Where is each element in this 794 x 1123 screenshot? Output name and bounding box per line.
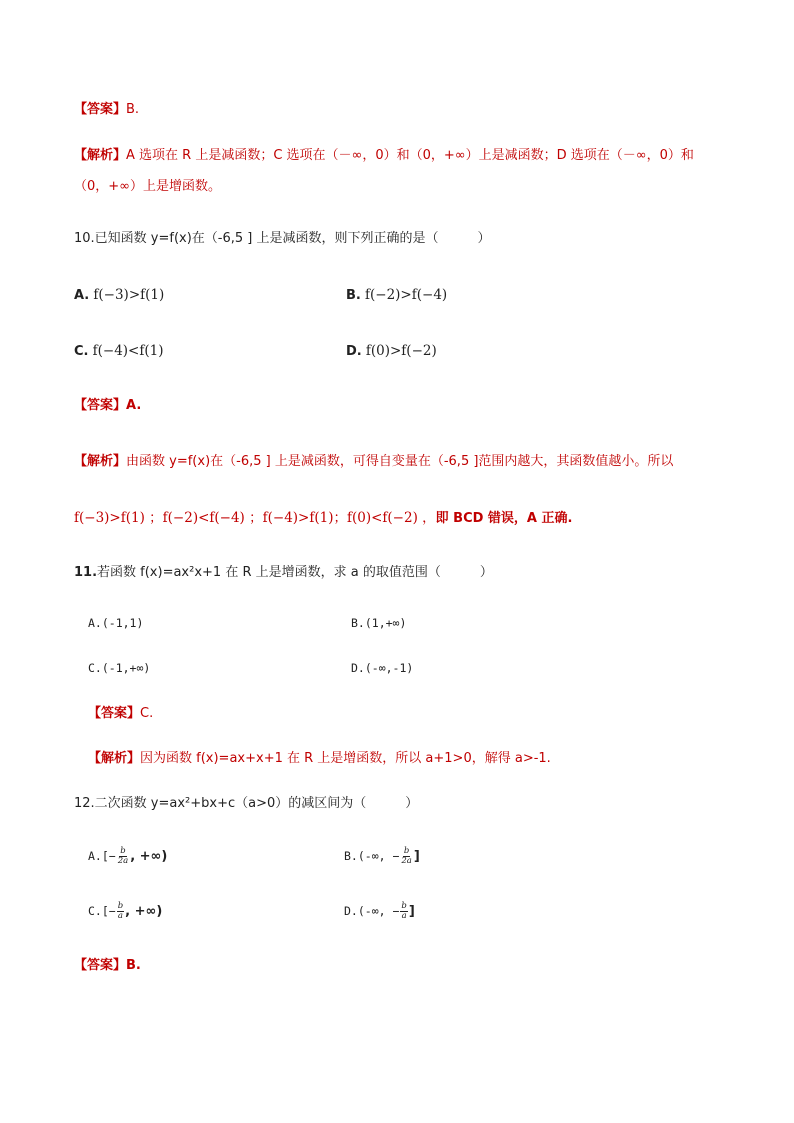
option-text: f(−3)>f(1): [93, 287, 165, 303]
option-prefix: B.(-∞, −: [344, 849, 400, 863]
q9-answer: [74, 100, 139, 120]
numerator: b: [403, 846, 410, 856]
q10-analysis-line1: [74, 452, 673, 472]
numerator: b: [401, 901, 407, 911]
answer-value: B.: [126, 958, 141, 973]
denominator: 2a: [401, 856, 412, 866]
q10-option-c: [74, 341, 164, 362]
fraction: [400, 902, 407, 921]
option-suffix: , +∞): [130, 849, 168, 864]
option-label: D.: [346, 344, 362, 359]
q9-analysis-line1: [74, 146, 694, 166]
q11-option-d: [351, 658, 413, 679]
q10-analysis-line2: [74, 508, 572, 529]
option-text: f(0)>f(−2): [365, 343, 437, 359]
option-label: B.: [346, 288, 361, 303]
analysis-label: 【解析】: [74, 148, 127, 163]
analysis-conclusion: 即 BCD 错误，A 正确.: [435, 511, 573, 526]
option-text: D.(-∞,-1): [351, 661, 414, 675]
answer-value: C.: [140, 706, 154, 721]
answer-label: 【答案】: [74, 398, 127, 413]
option-text: A.(-1,1): [88, 616, 144, 630]
answer-value: B.: [126, 102, 140, 117]
question-stem: 12.二次函数 y=ax²+bx+c（a>0）的减区间为（ ）: [74, 796, 419, 811]
fraction: [117, 847, 129, 866]
q12-stem: [74, 794, 418, 814]
option-prefix: C.[−: [88, 904, 116, 918]
q10-option-a: [74, 285, 164, 306]
q11-option-c: [88, 658, 150, 679]
q12-option-d: [344, 897, 415, 926]
analysis-math: f(−3)>f(1) ；f(−2)<f(−4) ；f(−4)>f(1)；f(0)<f(−2) ，: [74, 510, 436, 526]
analysis-label: 【解析】: [88, 751, 141, 766]
analysis-text: 由函数 y=f(x)在（-6,5 ] 上是减函数，可得自变量在（-6,5 ]范围内越大，其函数值越小。所以: [126, 454, 674, 469]
q10-option-b: [346, 285, 447, 306]
question-number: 11.: [74, 565, 98, 580]
q11-analysis: [88, 749, 551, 769]
numerator: b: [120, 846, 126, 856]
option-text: f(−4)<f(1): [92, 343, 164, 359]
q11-option-a: [88, 613, 143, 634]
option-suffix: ]: [413, 849, 420, 864]
option-text: f(−2)>f(−4): [365, 287, 448, 303]
option-prefix: D.(-∞, −: [344, 904, 400, 918]
answer-label: 【答案】: [74, 958, 127, 973]
answer-value: A.: [126, 398, 142, 413]
q11-stem: [74, 563, 493, 583]
denominator: a: [117, 911, 123, 921]
q10-answer: [74, 396, 141, 416]
q11-option-b: [351, 613, 406, 634]
denominator: a: [401, 911, 407, 921]
q12-option-c: [88, 897, 162, 926]
denominator: 2a: [117, 856, 129, 866]
option-text: B.(1,+∞): [351, 616, 407, 630]
q12-answer: [74, 956, 141, 976]
q10-option-d: [346, 341, 437, 362]
q12-option-a: [88, 842, 167, 871]
question-stem: 10.已知函数 y=f(x)在（-6,5 ] 上是减函数，则下列正确的是（ ）: [74, 231, 491, 246]
option-suffix: ]: [408, 904, 415, 919]
q9-analysis-line2: [74, 177, 221, 197]
option-suffix: , +∞): [125, 904, 163, 919]
answer-label: 【答案】: [88, 706, 141, 721]
option-text: C.(-1,+∞): [88, 661, 151, 675]
q10-stem: [74, 229, 491, 249]
option-prefix: A.[−: [88, 849, 116, 863]
option-label: A.: [74, 288, 90, 303]
analysis-text-cont: （0，+∞）上是增函数。: [74, 179, 221, 194]
question-stem: 若函数 f(x)=ax²x+1 在 R 上是增函数，求 a 的取值范围（ ）: [97, 565, 493, 580]
analysis-text: A 选项在 R 上是减函数；C 选项在（－∞，0）和（0，+∞）上是减函数；D 选项在（－∞，0）和: [126, 148, 694, 163]
q11-answer: [88, 704, 153, 724]
analysis-text: 因为函数 f(x)=ax+x+1 在 R 上是增函数，所以 a+1>0，解得 a>-1.: [140, 751, 551, 766]
q12-option-b: [344, 842, 420, 871]
fraction: [117, 902, 124, 921]
fraction: [400, 847, 412, 866]
numerator: b: [117, 901, 124, 911]
analysis-label: 【解析】: [74, 454, 127, 469]
option-label: C.: [74, 344, 89, 359]
answer-label: 【答案】: [74, 102, 127, 117]
